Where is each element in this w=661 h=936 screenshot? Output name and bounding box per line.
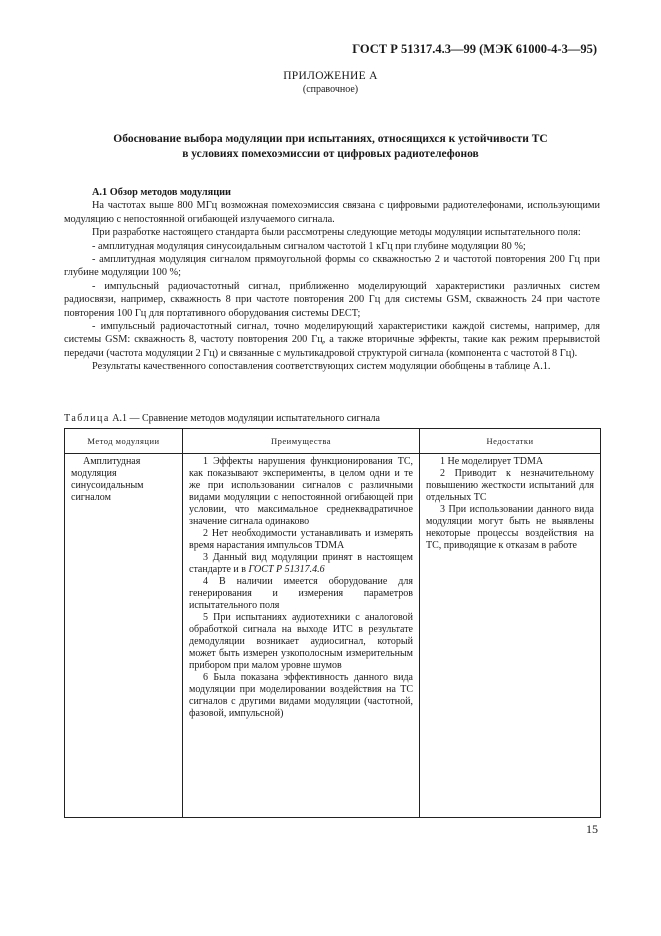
paragraph: Результаты качественного сопоставления соответствующих систем модуляции обобщены в таблице А.1. [92, 361, 551, 373]
table-caption-label: Таблица [64, 413, 110, 424]
cell-method [65, 454, 183, 818]
method-text: Амплитудная модуляция синусоидальным сигналом [71, 456, 144, 503]
document-title-line-2: в условиях помехоэмиссии от цифровых радиотелефонов [182, 148, 479, 160]
advantage-item: 6 Была показана эффективность данного вида модуляции при моделировании воздействия на ТС сигналов с другими видами модуляции (частотной, фазовой, импульсной) [189, 672, 413, 719]
disadvantage-item: 1 Не моделирует TDMA [440, 456, 544, 467]
column-header-advantages: Преимущества [183, 429, 420, 454]
page-number: 15 [586, 822, 598, 836]
paragraph: На частотах выше 800 МГц возможная помехоэмиссия связана с цифровыми радиотелефонами, использующими модуляцию с непостоянной огибающей излучаемого сигнала. [64, 200, 600, 225]
table-row [65, 454, 601, 818]
column-header-method: Метод модуляции [65, 429, 183, 454]
table-caption [64, 413, 380, 424]
list-item: - импульсный радиочастотный сигнал, точно моделирующий характеристики каждой системы, например, для системы GSM: скважность 8, частоту повторения 200 Гц, а также вторичные эффекты, такие как режим прерывистой передачи (частота модуляции 2 Гц) и связанные с мультикадровой структурой сигнала (компонента с частотой 8 Гц). [64, 321, 600, 359]
section-heading: А.1 Обзор методов модуляции [92, 187, 231, 198]
cell-advantages [183, 454, 420, 818]
disadvantage-item: 3 При использовании данного вида модуляции могут быть не выявлены некоторые процессы воздействия на ТС, приводящие к отказам в работе [426, 504, 594, 551]
section-a1 [64, 186, 600, 374]
document-title [0, 132, 661, 162]
paragraph: При разработке настоящего стандарта были рассмотрены следующие методы модуляции испытательного поля: [92, 227, 581, 239]
advantage-item: 4 В наличии имеется оборудование для генерирования и измерения параметров испытательного поля [189, 576, 413, 611]
advantage-item: 5 При испытаниях аудиотехники с аналоговой обработкой сигнала на выходе ИТС в результате демодуляции возникает аудиосигнал, который может быть измерен узкополосным измерительным прибором при малом уровне шумов [189, 612, 413, 671]
list-item: - амплитудная модуляция синусоидальным сигналом частотой 1 кГц при глубине модуляции 80 %; [92, 240, 526, 252]
advantage-item [189, 552, 413, 576]
advantage-text: 3 Данный вид модуляции принят в настоящем стандарте и в [189, 552, 413, 575]
disadvantage-item: 2 Приводит к незначительному повышению жесткости испытаний для отдельных ТС [426, 468, 594, 503]
standard-reference: ГОСТ Р 51317.4.6 [248, 564, 325, 575]
column-header-disadvantages: Недостатки [420, 429, 601, 454]
table-caption-text: А.1 — Сравнение методов модуляции испытательного сигнала [109, 413, 380, 424]
appendix-title: ПРИЛОЖЕНИЕ А [283, 70, 378, 82]
advantage-item: 2 Нет необходимости устанавливать и измерять время нарастания импульсов TDMA [189, 528, 413, 551]
list-item: - импульсный радиочастотный сигнал, приближенно моделирующий характеристики различных систем радиосвязи, например, скважность 8 при частоте повторения 200 Гц для системы GSM, скважность 24 при частоте повторения 100 Гц для портативного оборудования системы DECT; [64, 280, 600, 319]
comparison-table [64, 428, 601, 818]
running-header: ГОСТ Р 51317.4.3—99 (МЭК 61000-4-3—95) [352, 42, 597, 56]
document-title-line-1: Обоснование выбора модуляции при испытаниях, относящихся к устойчивости ТС [113, 133, 548, 145]
cell-disadvantages [420, 454, 601, 818]
list-item: - амплитудная модуляция сигналом прямоугольной формы со скважностью 2 и частотой повторения 200 Гц при глубине модуляции 100 %; [64, 254, 600, 279]
table-header-row [65, 429, 601, 454]
advantage-item: 1 Эффекты нарушения функционирования ТС, как показывают эксперименты, в целом одни и те же при использовании сигналов с различными видами модуляции с непостоянной огибающей при условии, что максимальное среднеквадратичное значение сигнала одинаково [189, 456, 413, 527]
appendix-subtitle: (справочное) [302, 84, 359, 95]
